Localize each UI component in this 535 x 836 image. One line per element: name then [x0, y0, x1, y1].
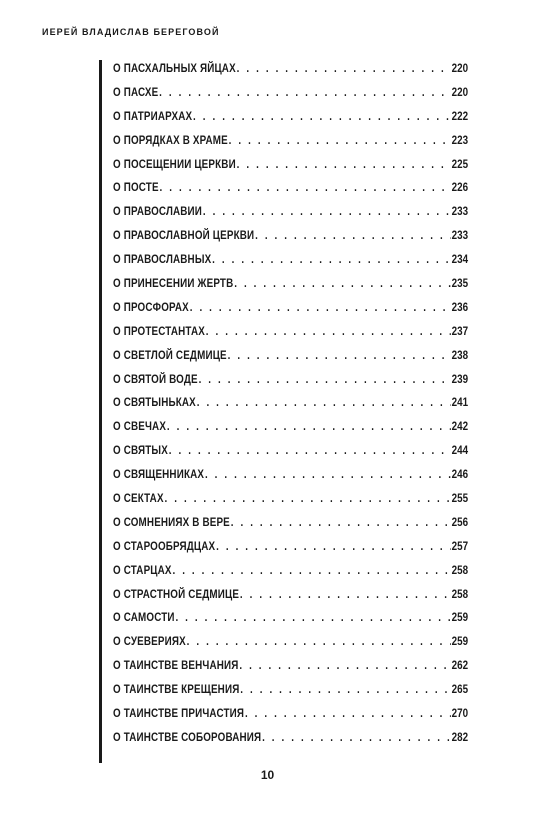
toc-entry-page: 236: [451, 299, 469, 314]
toc-entry[interactable]: [113, 563, 468, 587]
toc-entry-page: 220: [451, 84, 469, 99]
toc-dot-leader: [197, 395, 451, 409]
toc-entry-page: 220: [451, 61, 469, 75]
toc-dot-leader: [169, 443, 451, 457]
toc-entry-page: 262: [451, 658, 469, 673]
toc-entry-title: О ПРОТЕСТАНТАХ: [113, 323, 205, 338]
toc-dot-leader: [190, 300, 451, 314]
toc-dot-leader: [240, 682, 451, 696]
toc-entry-page: 258: [451, 562, 469, 577]
toc-entry[interactable]: [113, 133, 468, 157]
toc-entry-page: 282: [451, 729, 469, 744]
toc-entry-page: 233: [451, 204, 469, 219]
toc-dot-leader: [199, 372, 451, 386]
toc-entry[interactable]: [113, 706, 468, 730]
toc-entry[interactable]: [113, 634, 468, 658]
toc-entry[interactable]: [113, 324, 468, 348]
toc-dot-leader: [237, 157, 451, 171]
toc-entry-title: О СВЕТЛОЙ СЕДМИЦЕ: [113, 347, 227, 362]
toc-dot-leader: [172, 563, 450, 577]
toc-entry-title: О СУЕВЕРИЯХ: [113, 634, 186, 649]
toc-dot-leader: [229, 133, 451, 147]
toc-dot-leader: [237, 61, 451, 75]
toc-entry-title: О ПАСХАЛЬНЫХ ЯЙЦАХ: [113, 61, 236, 75]
toc-dot-leader: [240, 587, 451, 601]
toc-entry[interactable]: [113, 109, 468, 133]
toc-dot-leader: [159, 85, 451, 99]
toc-entry[interactable]: [113, 658, 468, 682]
toc-entry-page: 222: [451, 108, 469, 123]
toc-entry-page: 255: [451, 491, 469, 506]
toc-entry[interactable]: [113, 85, 468, 109]
toc-entry-title: О СВЕЧАХ: [113, 419, 167, 434]
toc-entry-title: О ПОСЕЩЕНИИ ЦЕРКВИ: [113, 156, 236, 171]
toc-entry-title: О ПАТРИАРХАХ: [113, 108, 193, 123]
toc-entry-title: О СТАРЦАХ: [113, 562, 172, 577]
toc-entry-title: О ПОРЯДКАХ В ХРАМЕ: [113, 132, 228, 147]
toc-entry[interactable]: [113, 300, 468, 324]
toc-entry-title: О СВЯТОЙ ВОДЕ: [113, 371, 198, 386]
toc-entry[interactable]: [113, 467, 468, 491]
toc-dot-leader: [160, 180, 451, 194]
toc-entry-page: 242: [451, 419, 469, 434]
page-number: 10: [260, 768, 275, 782]
toc-entry[interactable]: [113, 61, 468, 85]
toc-entry[interactable]: [113, 276, 468, 300]
table-of-contents: [113, 61, 468, 754]
toc-entry[interactable]: [113, 515, 468, 539]
toc-entry[interactable]: [113, 730, 468, 754]
toc-dot-leader: [228, 348, 451, 362]
toc-entry-title: О ТАИНСТВЕ ПРИЧАСТИЯ: [113, 706, 245, 721]
toc-entry[interactable]: [113, 228, 468, 252]
toc-entry-page: 246: [451, 467, 469, 482]
toc-entry-title: О ПРАВОСЛАВНОЙ ЦЕРКВИ: [113, 228, 255, 243]
toc-entry-page: 241: [451, 395, 469, 410]
toc-entry-title: О САМОСТИ: [113, 610, 175, 625]
toc-entry[interactable]: [113, 372, 468, 396]
toc-entry-title: О СВЯТЫХ: [113, 443, 168, 458]
toc-entry-page: 265: [451, 682, 469, 697]
toc-entry[interactable]: [113, 395, 468, 419]
toc-dot-leader: [255, 228, 451, 242]
running-header: ИЕРЕЙ ВЛАДИСЛАВ БЕРЕГОВОЙ: [42, 27, 220, 37]
toc-entry-page: 244: [451, 443, 469, 458]
toc-entry[interactable]: [113, 252, 468, 276]
toc-dot-leader: [187, 634, 451, 648]
toc-entry-title: О ТАИНСТВЕ СОБОРОВАНИЯ: [113, 729, 262, 744]
toc-dot-leader: [234, 276, 451, 290]
toc-entry-title: О СВЯТЫНЬКАХ: [113, 395, 196, 410]
toc-entry[interactable]: [113, 539, 468, 563]
toc-entry-page: 225: [451, 156, 469, 171]
toc-dot-leader: [262, 730, 451, 744]
toc-dot-leader: [165, 491, 451, 505]
toc-entry[interactable]: [113, 157, 468, 181]
toc-entry-page: 258: [451, 586, 469, 601]
toc-entry-page: 235: [451, 276, 469, 291]
toc-entry-page: 238: [451, 347, 469, 362]
toc-entry-title: О ПАСХЕ: [113, 84, 159, 99]
toc-dot-leader: [239, 658, 450, 672]
toc-entry-page: 226: [451, 180, 469, 195]
toc-entry-title: О СТРАСТНОЙ СЕДМИЦЕ: [113, 586, 240, 601]
toc-entry-title: О ПРАВОСЛАВИИ: [113, 204, 203, 219]
toc-entry-page: 270: [451, 706, 469, 721]
toc-dot-leader: [205, 467, 451, 481]
toc-entry[interactable]: [113, 204, 468, 228]
toc-dot-leader: [212, 252, 451, 266]
toc-entry[interactable]: [113, 587, 468, 611]
toc-entry-title: О ПРОСФОРАХ: [113, 299, 189, 314]
toc-entry-page: 259: [451, 610, 469, 625]
toc-entry-title: О ТАИНСТВЕ КРЕЩЕНИЯ: [113, 682, 240, 697]
toc-vertical-rule: [99, 60, 102, 763]
toc-entry-page: 256: [451, 514, 469, 529]
toc-entry[interactable]: [113, 180, 468, 204]
toc-entry-title: О СЕКТАХ: [113, 491, 164, 506]
toc-dot-leader: [231, 515, 451, 529]
toc-entry[interactable]: [113, 419, 468, 443]
toc-dot-leader: [245, 706, 451, 720]
toc-dot-leader: [216, 539, 451, 553]
toc-entry-title: О СОМНЕНИЯХ В ВЕРЕ: [113, 514, 230, 529]
toc-entry-title: О ПОСТЕ: [113, 180, 159, 195]
toc-entry-title: О СТАРООБРЯДЦАХ: [113, 538, 216, 553]
toc-entry[interactable]: [113, 610, 468, 634]
toc-dot-leader: [206, 324, 451, 338]
toc-dot-leader: [193, 109, 451, 123]
toc-entry-page: 259: [451, 634, 469, 649]
toc-entry-title: О СВЯЩЕННИКАХ: [113, 467, 205, 482]
toc-entry-page: 223: [451, 132, 469, 147]
toc-entry-page: 234: [451, 252, 469, 267]
toc-dot-leader: [203, 204, 451, 218]
toc-dot-leader: [167, 419, 451, 433]
toc-dot-leader: [175, 610, 450, 624]
toc-entry-page: 237: [451, 323, 469, 338]
toc-entry-title: О ТАИНСТВЕ ВЕНЧАНИЯ: [113, 658, 239, 673]
toc-entry[interactable]: [113, 443, 468, 467]
toc-entry-page: 233: [451, 228, 469, 243]
toc-entry-page: 239: [451, 371, 469, 386]
toc-entry[interactable]: [113, 491, 468, 515]
toc-entry-page: 257: [451, 538, 469, 553]
toc-entry[interactable]: [113, 348, 468, 372]
toc-entry-title: О ПРИНЕСЕНИИ ЖЕРТВ: [113, 276, 234, 291]
toc-entry-title: О ПРАВОСЛАВНЫХ: [113, 252, 212, 267]
toc-entry[interactable]: [113, 682, 468, 706]
